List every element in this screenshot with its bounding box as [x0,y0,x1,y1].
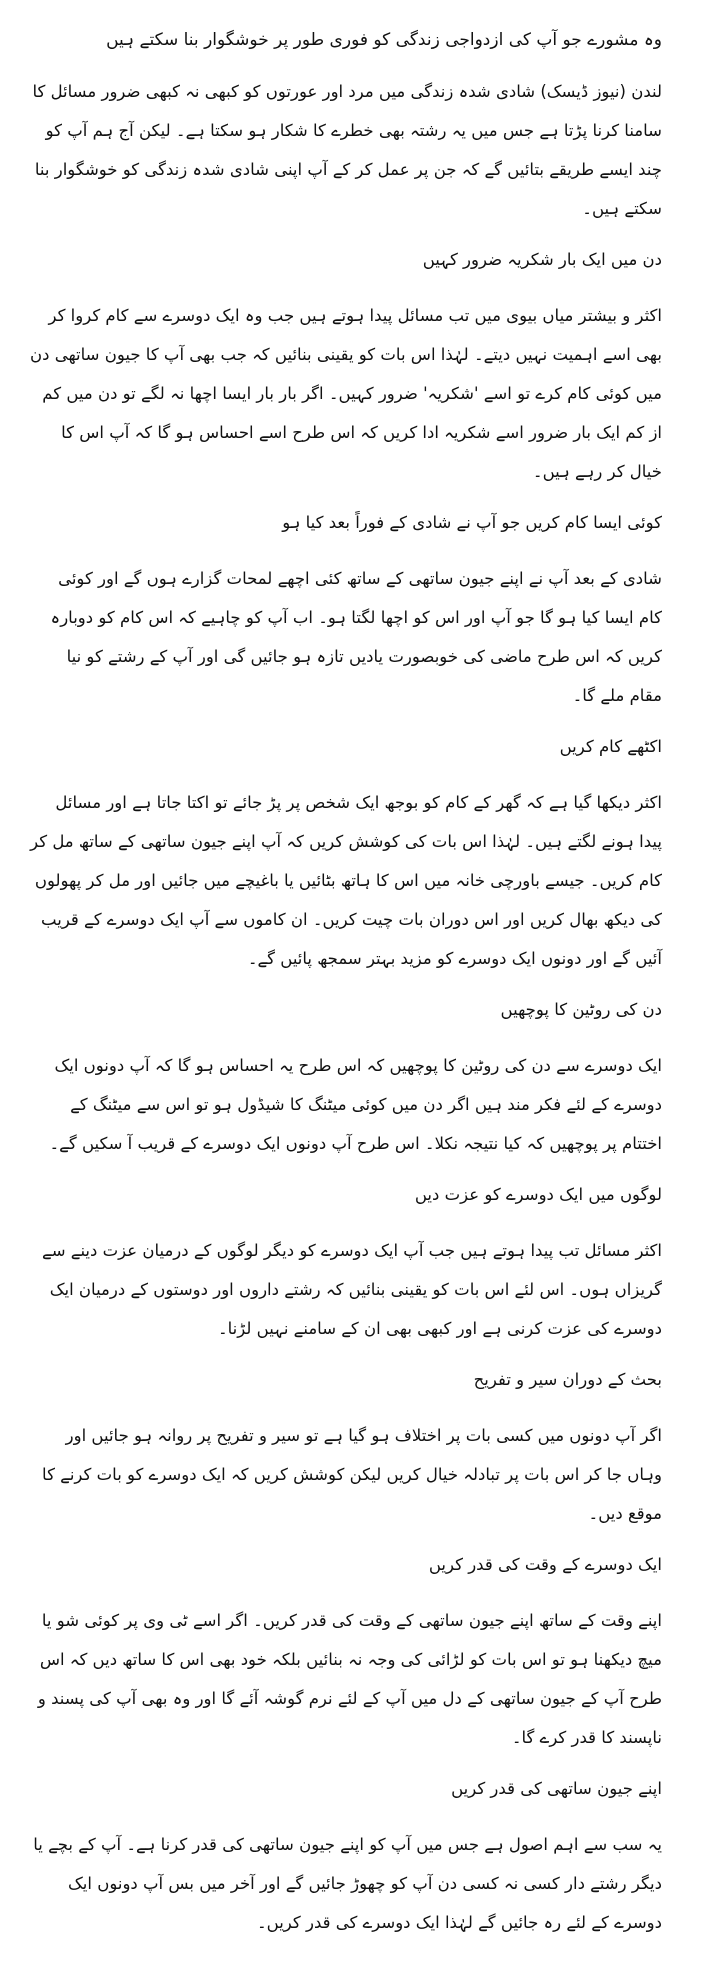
section-heading: اکٹھے کام کریں [559,737,662,756]
section-body: ایک دوسرے سے دن کی روٹین کا پوچھیں کہ اس طرح یہ احساس ہو گا کہ آپ دونوں ایک دوسرے کے لئے فکر مند ہیں اگر دن میں کوئی میٹنگ کا شیڈول ہو تو اس سے میٹنگ کے اختتام پر پوچھیں کہ کیا نتیجہ نکلا۔ اس طرح آپ دونوں ایک دوسرے کے قریب آ سکیں گے۔ [49,1056,662,1153]
section-body: اکثر مسائل تب پیدا ہوتے ہیں جب آپ ایک دوسرے کو دیگر لوگوں کے درمیان عزت دینے سے گریزاں ہوں۔ اس لئے اس بات کو یقینی بنائیں کہ رشتے داروں اور دوستوں کے درمیان ایک دوسرے کی عزت کرنی ہے اور کبھی بھی ان کے سامنے نہیں لڑنا۔ [42,1241,662,1338]
section-body: اپنے وقت کے ساتھ اپنے جیون ساتھی کے وقت کی قدر کریں۔ اگر اسے ٹی وی پر کوئی شو یا میچ دیکھنا ہو تو اس بات کو لڑائی کی وجہ نہ بنائیں بلکہ خود بھی اس کا ساتھ دیں کہ اس طرح آپ کے جیون ساتھی کے دل میں آپ کے لئے نرم گوشہ آئے گا اور وہ بھی آپ کی پسند و ناپسند کا قدر کرے گا۔ [37,1611,662,1747]
section-heading: لوگوں میں ایک دوسرے کو عزت دیں [414,1185,662,1204]
section-heading: بحث کے دوران سیر و تفریح [473,1370,662,1389]
section-heading: اپنے جیون ساتھی کی قدر کریں [451,1779,662,1798]
section-body: شادی کے بعد آپ نے اپنے جیون ساتھی کے ساتھ کئی اچھے لمحات گزارے ہوں گے اور کوئی کام ایسا کیا ہو گا جو آپ اور اس کو اچھا لگتا ہو۔ اب آپ کو چاہیے کہ اس کام کو دوبارہ کریں کہ اس طرح ماضی کی خوبصورت یادیں تازہ ہو جائیں گی اور آپ کے رشتے کو نیا مقام ملے گا۔ [50,569,662,705]
section-heading: دن میں ایک بار شکریہ ضرور کہیں [422,250,662,269]
section-body: اکثر و بیشتر میاں بیوی میں تب مسائل پیدا ہوتے ہیں جب وہ ایک دوسرے سے کام کروا کر بھی اسے اہمیت نہیں دیتے۔ لہٰذا اس بات کو یقینی بنائیں کہ جب بھی آپ کا جیون ساتھی دن میں کوئی کام کرے تو اسے 'شکریہ' ضرور کہیں۔ اگر بار بار ایسا اچھا نہ لگے تو دن میں کم از کم ایک بار ضرور اسے شکریہ ادا کریں کہ اس طرح اسے احساس ہو گا کہ آپ اس کا خیال کر رہے ہیں۔ [29,306,662,481]
section-body: یہ سب سے اہم اصول ہے جس میں آپ کو اپنے جیون ساتھی کی قدر کرنا ہے۔ آپ کے بچے یا دیگر رشتے دار کسی نہ کسی دن آپ کو چھوڑ جائیں گے اور آخر میں بس آپ دونوں ایک دوسرے کے لئے رہ جائیں گے لہٰذا ایک دوسرے کی قدر کریں۔ [33,1835,662,1932]
section-heading: ایک دوسرے کے وقت کی قدر کریں [428,1555,662,1574]
section-body: اکثر دیکھا گیا ہے کہ گھر کے کام کو بوجھ ایک شخص پر پڑ جائے تو اکتا جاتا ہے اور مسائل پیدا ہونے لگتے ہیں۔ لہٰذا اس بات کی کوشش کریں کہ آپ اپنے جیون ساتھی کے ساتھ مل کر کام کریں۔ جیسے باورچی خانہ میں اس کا ہاتھ بٹائیں یا باغیچے میں جائیں اور مل کر پھولوں کی دیکھ بھال کریں اور اس دوران بات چیت کریں۔ ان کاموں سے آپ ایک دوسرے کے قریب آئیں گے اور دونوں ایک دوسرے کو مزید بہتر سمجھ پائیں گے۔ [30,793,662,968]
article-intro: لندن (نیوز ڈیسک) شادی شدہ زندگی میں مرد اور عورتوں کو کبھی نہ کبھی ضرور مسائل کا سامنا کرنا پڑتا ہے جس میں یہ رشتہ بھی خطرے کا شکار ہو سکتا ہے۔ لیکن آج ہم آپ کو چند ایسے طریقے بتائیں گے کہ جن پر عمل کر کے آپ اپنی شادی شدہ زندگی کو خوشگوار بنا سکتے ہیں۔ [32,82,662,218]
section-heading: کوئی ایسا کام کریں جو آپ نے شادی کے فوراً بعد کیا ہو [282,513,662,532]
section-body: اگر آپ دونوں میں کسی بات پر اختلاف ہو گیا ہے تو سیر و تفریح پر روانہ ہو جائیں اور وہاں جا کر اس بات پر تبادلہ خیال کریں لیکن کوشش کریں کہ ایک دوسرے کو بات کرنے کا موقع دیں۔ [42,1426,662,1523]
section-heading: دن کی روٹین کا پوچھیں [500,1000,662,1019]
article-title: وہ مشورے جو آپ کی ازدواجی زندگی کو فوری طور پر خوشگوار بنا سکتے ہیں [106,30,662,50]
